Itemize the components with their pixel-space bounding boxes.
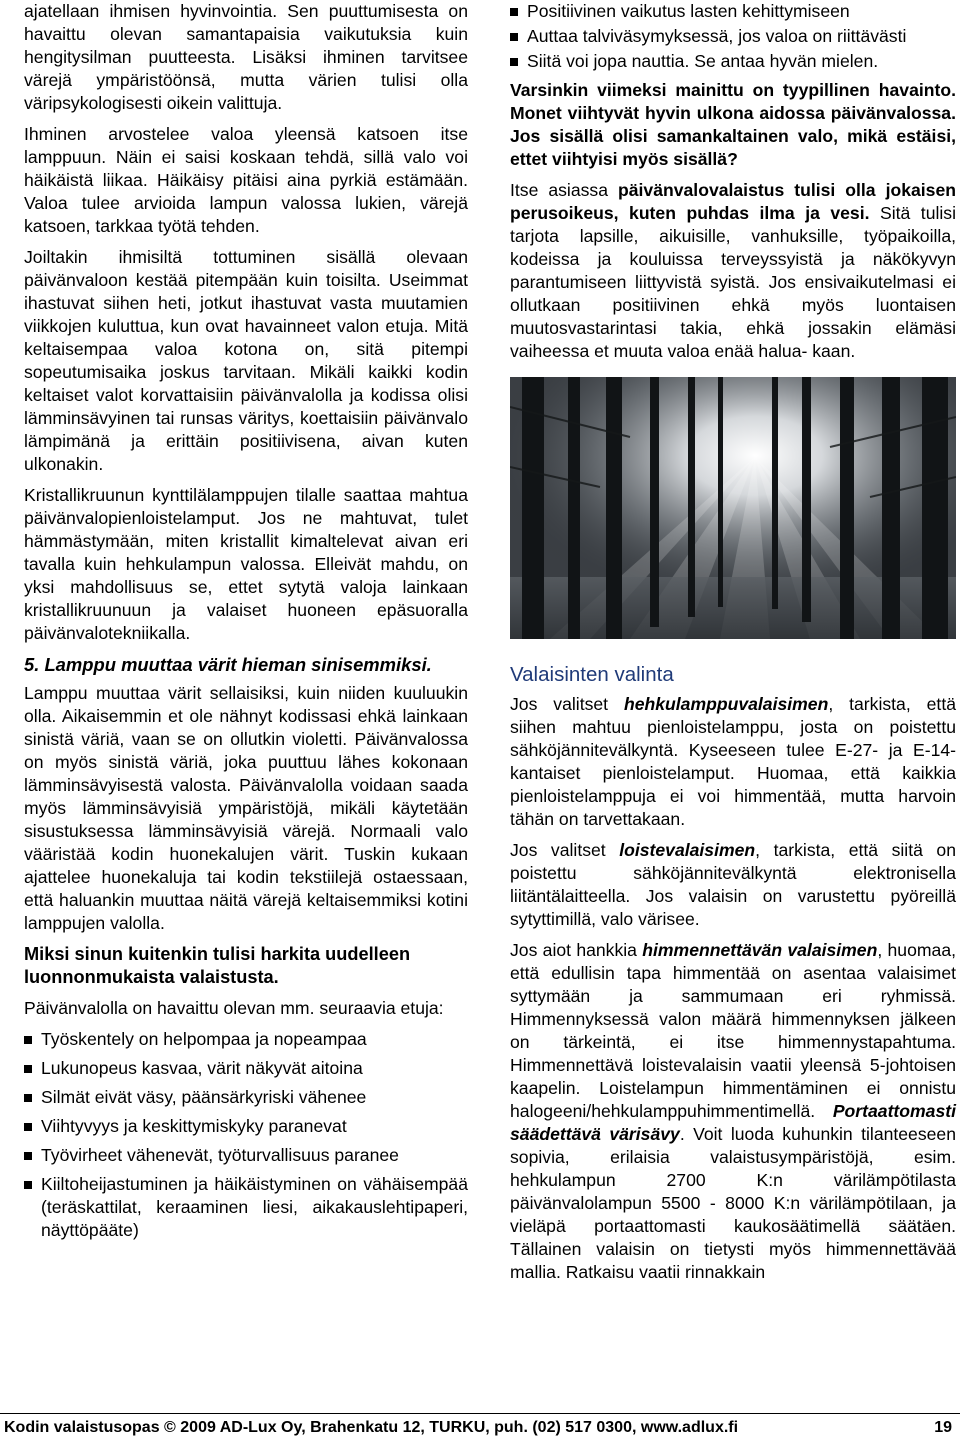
- paragraph: [510, 939, 956, 1284]
- text-run-bold-italic: Portaattomasti säädettävä värisävy: [510, 1101, 956, 1144]
- benefit-list: [510, 0, 956, 73]
- right-column: [510, 0, 956, 1292]
- list-item: Auttaa talviväsymyksessä, jos valoa on riittävästi: [510, 25, 956, 48]
- text-run: , huomaa, että edullisin tapa himmentää on asentaa valaisimet syttymään ja sammumaan eri ryhmissä. Himmennyksessä valon määrä himmennyksen jälkeen on tärkeintä, ei itse himmennystapahtuma. Himmennettävä loistevalaisin vaatii yleensä 5-johtoisen kaapelin. Loistelampun himmentäminen ei onnistu halogeeni/hehkulamppuhimmentimellä.: [510, 940, 956, 1121]
- text-run: Jos valitset: [510, 694, 624, 714]
- list-item: Viihtyvyys ja keskittymiskyky paranevat: [24, 1115, 468, 1138]
- text-run-bold-italic: hehkulamppuvalaisimen: [623, 694, 829, 714]
- paragraph: Kristallikruunun kynttilälamppujen tilalle saattaa mahtua päivänvalopienloistelamput. Jos ne mahtuvat, tulet hämmästymään, miten kristallit kimaltelevat aivan eri tavalla kuin hehkulampun valossa. Elleivät mahdu, on yksi mahdollisuus se, ettet sytytä valoja lainkaan kristallikruunuun ja valaiset huoneen epäsuoralla päivänvalotekniikalla.: [24, 485, 468, 643]
- list-item: Positiivinen vaikutus lasten kehittymiseen: [510, 0, 956, 23]
- list-item: Kiiltoheijastuminen ja häikäistyminen on vähäisempää (teräskattilat, keraaminen liesi, aikakauslehtipaperi, näyttöpääte): [24, 1173, 468, 1242]
- text-run-bold-italic: loistevalaisimen: [619, 840, 756, 860]
- paragraph: ajatellaan ihmisen hyvinvointia. Sen puuttumisesta on havaittu olevan samantapaisia vaikutuksia kuin hengitysilman puutteesta. Lisäksi ihminen tarvitsee värejä ympäristöönsä, mutta värien tulisi olla väripsykologisesti oikein valittuja.: [24, 1, 468, 113]
- list-item: Työskentely on helpompaa ja nopeampaa: [24, 1028, 468, 1051]
- list-item: Lukunopeus kasvaa, värit näkyvät aitoina: [24, 1057, 468, 1080]
- left-column: [24, 0, 468, 1250]
- paragraph: Joiltakin ihmisiltä tottuminen sisällä olevaan päivänvaloon kestää pitempään kuin toisilta. Useimmat ihastuvat siihen heti, jotkut ihastuvat vasta muutamien viikkojen kuluttua, kun ovat havainneet valon etuja. Mitä keltaisempaa valoa kotona on, sitä pitempi sopeutumisaika joskus tarvitaan. Mikäli kaikki kodin keltaiset valot korvattaisiin päivänvalolla ja kodissa olisi lämminsävyinen tai runsas väritys, koettaisiin päivänvalo lämpimänä ja erittäin positiivisena, aivan kuten ulkonakin.: [24, 247, 468, 474]
- section-title: Valaisinten valinta: [510, 663, 674, 686]
- page-number: 19: [934, 1419, 952, 1436]
- paragraph: Lamppu muuttaa värit sellaisiksi, kuin niiden kuuluukin olla. Aikaisemmin et ole nähnyt kodissasi ehkä lainkaan sinistä väriä, vaan se on ollutkin violetti. Päivänvalossa on myös sinistä väriä, joka puuttuu lähes kokonaan lämminsävyisestä valosta. Päivänvalolla voidaan saada myös lämminsävyisiä ympäristöjä, mikäli käytetään sisustuksessa lämminsävyisiä värejä. Normaali valo vääristää kodin huonekalujen värit. Tuskin kukaan ajattelee huonekaluja tai kodin tekstiilejä ostaessaan, että haluankin muuttaa näitä värejä keltaisemmiksi kotini lamppujen valolla.: [24, 683, 468, 933]
- footer-text: Kodin valaistusopas © 2009 AD-Lux Oy, Brahenkatu 12, TURKU, puh. (02) 517 0300, www.adlux.fi: [4, 1419, 739, 1436]
- benefit-list: [24, 1028, 468, 1242]
- paragraph: Ihminen arvostelee valoa yleensä katsoen itse lamppuun. Näin ei saisi koskaan tehdä, sillä valo voi häikäistä liikaa. Häikäisy pitäisi aina pyrkiä estämään. Valoa tulee arvioida lampun valossa lukien, värejä katsoen, tarkkaa työtä tehden.: [24, 124, 468, 236]
- forest-sunlight-photo: [510, 377, 956, 639]
- paragraph: [510, 693, 956, 831]
- text-run-bold: päivänvalovalaistus tulisi olla jokaisen perusoikeus, kuten puhdas ilma ja vesi.: [510, 180, 956, 223]
- list-item: Työvirheet vähenevät, työturvallisuus paranee: [24, 1144, 468, 1167]
- text-run: Jos aiot hankkia: [510, 940, 643, 960]
- text-run: Itse asiassa: [510, 180, 618, 200]
- text-run: , tarkista, että siihen mahtuu pienloistelamppu, josta on poistettu sähköjännitevälkyntä. Kyseeseen tulee E-27- ja E-14-kantaiset pienloistelamput. Huomaa, että kaikkia pienloistelamppuja ei voi himmentää, mutta harvoin tähän on tarvettakaan.: [510, 694, 956, 829]
- text-run: , tarkista, että siitä on poistettu sähköjännitevälkyntä elektronisella liitäntälaitteella. Jos valaisin on varustettu pyöreillä sytyttimillä, valo värisee.: [510, 840, 956, 929]
- text-run: . Voit luoda kuhunkin tilanteeseen sopivia, erilaisia valaistusympäristöjä, esim. hehkulampun 2700 K:n värilämpötilasta päivänvalolampun 5500 - 8000 K:n värilämpötilaan, ja vieläpä portaattomasti kaukosäätimellä säätäen. Tällainen valaisin on tietysti myös himmennettävää mallia. Ratkaisu vaatii rinnakkain: [510, 1124, 956, 1282]
- section-heading: 5. Lamppu muuttaa värit hieman sinisemmiksi.: [24, 654, 432, 675]
- section-heading: Miksi sinun kuitenkin tulisi harkita uudelleen luonnonmukaista valaistusta.: [24, 944, 411, 987]
- highlight-paragraph: Varsinkin viimeksi mainittu on tyypillinen havainto. Monet viihtyvät hyvin ulkona aidossa päivänvalossa. Jos sisällä olisi samankaltainen valo, mikä estäisi, ettet viihtyisi myös sisällä?: [510, 80, 956, 169]
- list-item: Siitä voi jopa nauttia. Se antaa hyvän mielen.: [510, 50, 956, 73]
- page-footer: [0, 1413, 960, 1436]
- text-run-bold-italic: himmennettävän valaisimen: [642, 940, 878, 960]
- paragraph: Päivänvalolla on havaittu olevan mm. seuraavia etuja:: [24, 998, 444, 1018]
- paragraph: [510, 179, 956, 363]
- text-run: Sitä tulisi tarjota lapsille, aikuisille, vanhuksille, työpaikoilla, kodeissa ja kouluissa terveyssyistä ja näkökyvyn parantumiseen liittyvistä syistä. Jos ensivaikutelmasi ei ollutkaan positiivinen ehkä myös luontaisen muutosvastarintasi takia, ehkä jossakin elämäsi vaiheessa et muuta valoa enää halua- kaan.: [510, 203, 956, 361]
- forest-image: [510, 377, 956, 639]
- text-run: Jos valitset: [510, 840, 620, 860]
- list-item: Silmät eivät väsy, päänsärkyriski vähenee: [24, 1086, 468, 1109]
- paragraph: [510, 839, 956, 931]
